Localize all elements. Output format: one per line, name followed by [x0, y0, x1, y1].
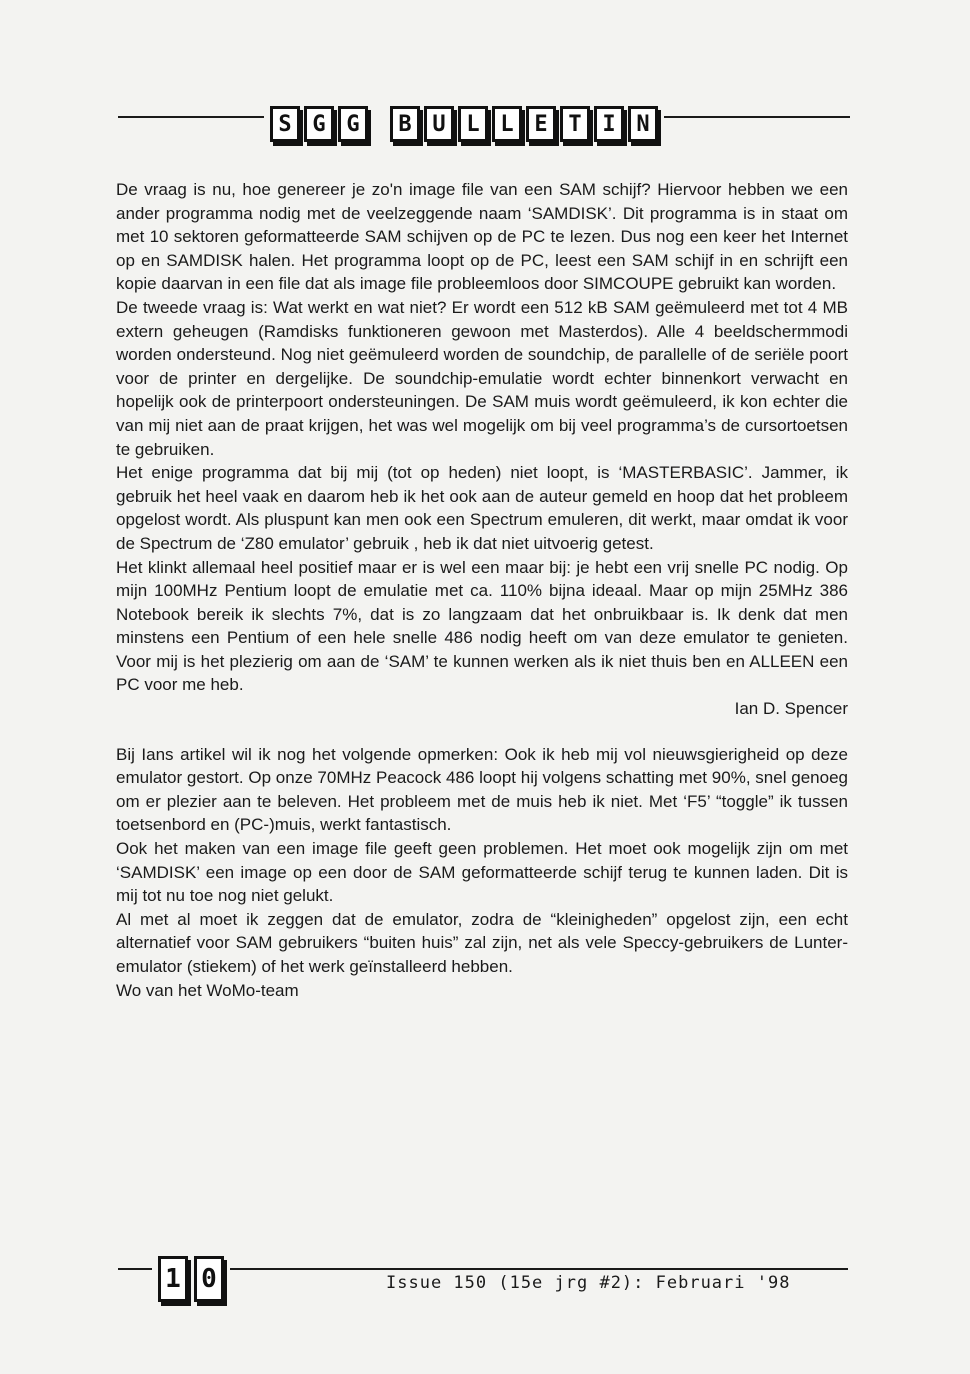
article-paragraph: De tweede vraag is: Wat werkt en wat niet? Er wordt een 512 kB SAM geëmuleerd met tot 4 MB extern geheugen (Ramdisks funktioneren gewoon met Masterdos). Alle 4 beeldschermmodi worden ondersteund. Nog niet geëmuleerd worden de soundchip, de parallelle of de seriële poort voor de printer en dergelijke. De soundchip-emulatie wordt echter binnenkort verwacht en hopelijk ook de printerpoort ondersteuningen. De SAM muis wordt geëmuleerd, ik kon echter die van mij niet aan de praat krijgen, het was wel mogelijk om bij veel programma’s de cursortoetsen te gebruiken. — [116, 297, 848, 459]
title-letter: G — [304, 106, 334, 142]
title-letter: N — [628, 106, 658, 142]
page-digit: 1 — [158, 1256, 188, 1302]
page-digit: 0 — [194, 1256, 224, 1302]
article-paragraph: Het klinkt allemaal heel positief maar er is wel een maar bij: je hebt een vrij snelle PC nodig. Op mijn 100MHz Pentium loopt de emulatie met ca. 110% bijna ideaal. Maar op mijn 25MHz 386 Notebook bereik ik slechts 7%, dat is zo langzaam dat het onbruikbaar is. Ik denk dat men minstens een Pentium of een hele snelle 486 nodig heeft om van deze emulator te genieten. Voor mij is het plezierig om aan de ‘SAM’ te kunnen werken als ik niet thuis ben en ALLEEN een PC voor me heb. — [116, 557, 848, 695]
article-paragraph: De vraag is nu, hoe genereer je zo'n image file van een SAM schijf? Hiervoor hebben we een ander programma nodig met de veelzeggende naam ‘SAMDISK’. Dit programma is in staat om met 10 sektoren geformatteerde SAM schijven op de PC te lezen. Dus nog een keer het Internet op en SAMDISK halen. Het programma loopt op de PC, leest een SAM schijf in en schrijft een kopie daarvan in een file dat als image file probleemloos door SIMCOUPE gebruikt kan worden. — [116, 180, 848, 294]
title-letter: G — [338, 106, 368, 142]
title-letter: E — [526, 106, 556, 142]
article-paragraph: Het enige programma dat bij mij (tot op heden) niet loopt, is ‘MASTERBASIC’. Jammer, ik gebruik het heel vaak en daarom heb ik het ook aan de auteur gemeld en hoop dat het probleem opgelost wordt. Als pluspunt kan men ook een Spectrum emuleren, dit werkt, maar omdat ik voor de Spectrum de ‘Z80 emulator’ gebruik , heb ik dat niet uitvoerig getest. — [116, 463, 848, 553]
title-letter: T — [560, 106, 590, 142]
response-paragraph: Ook het maken van een image file geeft geen problemen. Het moet ook mogelijk zijn om met ‘SAMDISK’ een image op een door de SAM geformatteerde schijf terug te kunnen laden. Dit is mij tot nu toe nog niet gelukt. — [116, 839, 848, 906]
title-letter: L — [458, 106, 488, 142]
bulletin-title — [264, 100, 664, 148]
page-number — [152, 1256, 230, 1302]
title-letter: I — [594, 106, 624, 142]
article-body — [116, 178, 848, 1002]
response-signature: Wo van het WoMo-team — [116, 980, 299, 1000]
title-letter: L — [492, 106, 522, 142]
title-letter: B — [390, 106, 420, 142]
response-paragraph: Al met al moet ik zeggen dat de emulator, zodra de “kleinigheden” opgelost zijn, een echt alternatief voor SAM gebruikers “buiten huis” zal zijn, net als vele Speccy-gebruikers de Lunter-emulator (stiekem) of het werk geïnstalleerd hebben. — [116, 909, 848, 976]
title-letter: U — [424, 106, 454, 142]
title-letter: S — [270, 106, 300, 142]
issue-info: Issue 150 (15e jrg #2): Februari '98 — [386, 1273, 791, 1293]
response-paragraph: Bij Ians artikel wil ik nog het volgende opmerken: Ook ik heb mij vol nieuwsgierigheid op deze emulator gestort. Op onze 70MHz Peacock 486 loopt hij volgens schatting met 90%, snel genoeg om er plezier aan te beleven. Het probleem met de muis heb ik niet. Met ‘F5’ “toggle” ik tussen toetsenbord en (PC-)muis, werkt fantastisch. — [116, 744, 848, 835]
author-signature: Ian D. Spencer — [734, 699, 848, 719]
